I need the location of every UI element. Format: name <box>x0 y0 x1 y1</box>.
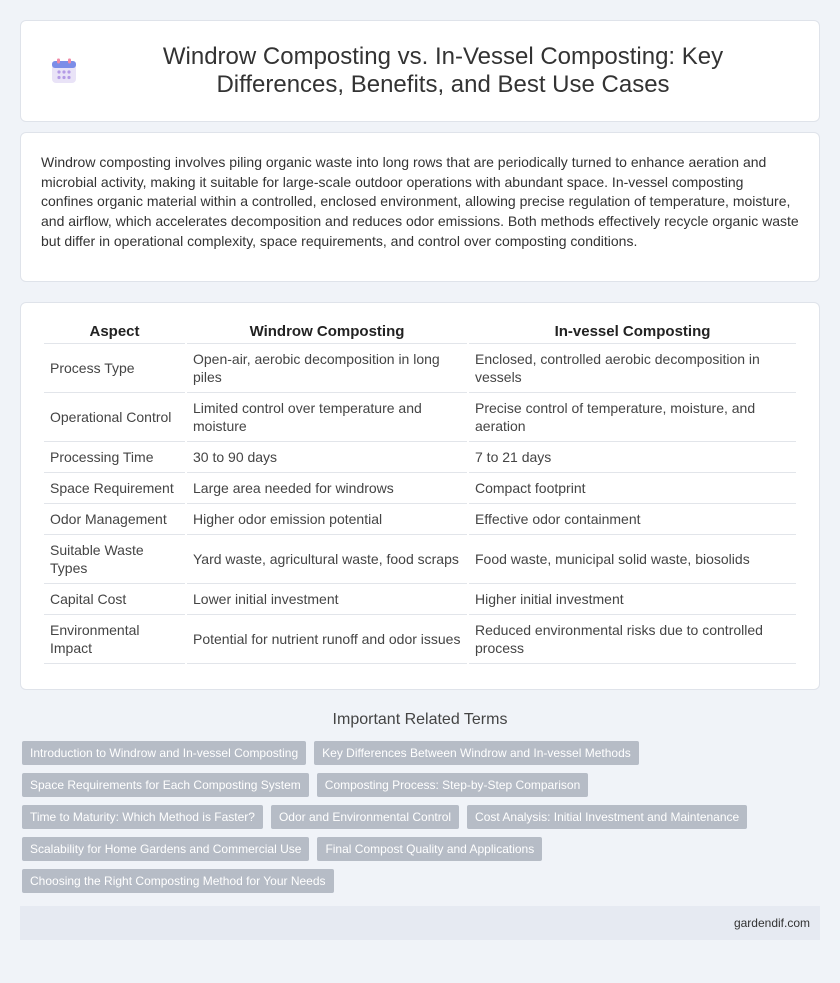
row-windrow: Lower initial investment <box>187 584 467 615</box>
table-header-row <box>44 319 796 344</box>
row-windrow: Yard waste, agricultural waste, food scraps <box>187 535 467 584</box>
row-in-vessel: 7 to 21 days <box>469 442 796 473</box>
related-term-tag[interactable]: Cost Analysis: Initial Investment and Maintenance <box>467 805 747 829</box>
row-in-vessel: Compact footprint <box>469 473 796 504</box>
row-windrow: Potential for nutrient runoff and odor issues <box>187 615 467 664</box>
column-header-in-vessel: In-vessel Composting <box>469 319 796 344</box>
related-term-tag[interactable]: Choosing the Right Composting Method for Your Needs <box>22 869 334 893</box>
row-aspect: Process Type <box>44 344 185 393</box>
column-header-windrow: Windrow Composting <box>187 319 467 344</box>
table-row <box>44 473 796 504</box>
related-term-tag[interactable]: Odor and Environmental Control <box>271 805 459 829</box>
comparison-table-card <box>20 302 820 690</box>
row-aspect: Capital Cost <box>44 584 185 615</box>
row-aspect: Odor Management <box>44 504 185 535</box>
row-in-vessel: Effective odor containment <box>469 504 796 535</box>
table-row <box>44 584 796 615</box>
intro-card <box>20 132 820 282</box>
related-term-tag[interactable]: Time to Maturity: Which Method is Faster? <box>22 805 263 829</box>
row-aspect: Environmental Impact <box>44 615 185 664</box>
footer-site-link[interactable]: gardendif.com <box>733 916 810 930</box>
row-aspect: Operational Control <box>44 393 185 442</box>
row-windrow: 30 to 90 days <box>187 442 467 473</box>
footer <box>20 906 820 940</box>
row-windrow: Higher odor emission potential <box>187 504 467 535</box>
row-aspect: Processing Time <box>44 442 185 473</box>
table-row <box>44 344 796 393</box>
page-title: Windrow Composting vs. In-Vessel Composting: Key Differences, Benefits, and Best Use Cases <box>162 43 724 98</box>
related-term-tag[interactable]: Final Compost Quality and Applications <box>317 837 542 861</box>
table-row <box>44 615 796 664</box>
related-term-tag[interactable]: Scalability for Home Gardens and Commercial Use <box>22 837 309 861</box>
row-in-vessel: Enclosed, controlled aerobic decomposition in vessels <box>469 344 796 393</box>
header-card <box>20 20 820 122</box>
row-aspect: Suitable Waste Types <box>44 535 185 584</box>
table-row <box>44 504 796 535</box>
row-aspect: Space Requirement <box>44 473 185 504</box>
table-row <box>44 393 796 442</box>
row-windrow: Large area needed for windrows <box>187 473 467 504</box>
row-windrow: Limited control over temperature and moisture <box>187 393 467 442</box>
table-row <box>44 442 796 473</box>
related-term-tag[interactable]: Key Differences Between Windrow and In-vessel Methods <box>314 741 639 765</box>
related-term-tag[interactable]: Space Requirements for Each Composting System <box>22 773 309 797</box>
column-header-aspect: Aspect <box>44 319 185 344</box>
related-terms-list <box>22 741 818 893</box>
comparison-table <box>42 319 798 664</box>
related-term-tag[interactable]: Introduction to Windrow and In-vessel Composting <box>22 741 306 765</box>
related-terms-heading: Important Related Terms <box>332 711 508 728</box>
row-in-vessel: Precise control of temperature, moisture, and aeration <box>469 393 796 442</box>
table-row <box>44 535 796 584</box>
row-in-vessel: Higher initial investment <box>469 584 796 615</box>
calendar-icon <box>51 58 77 84</box>
intro-text: Windrow composting involves piling organic waste into long rows that are periodically turned to enhance aeration and microbial activity, making it suitable for large-scale outdoor operations with abundant space. In-vessel composting confines organic material within a controlled, enclosed environment, allowing precise regulation of temperature, moisture, and airflow, which accelerates decomposition and reduces odor emissions. Both methods effectively recycle organic waste but differ in operational complexity, space requirements, and control over composting conditions. <box>41 154 799 249</box>
related-term-tag[interactable]: Composting Process: Step-by-Step Comparison <box>317 773 588 797</box>
row-in-vessel: Food waste, municipal solid waste, biosolids <box>469 535 796 584</box>
row-windrow: Open-air, aerobic decomposition in long piles <box>187 344 467 393</box>
row-in-vessel: Reduced environmental risks due to controlled process <box>469 615 796 664</box>
